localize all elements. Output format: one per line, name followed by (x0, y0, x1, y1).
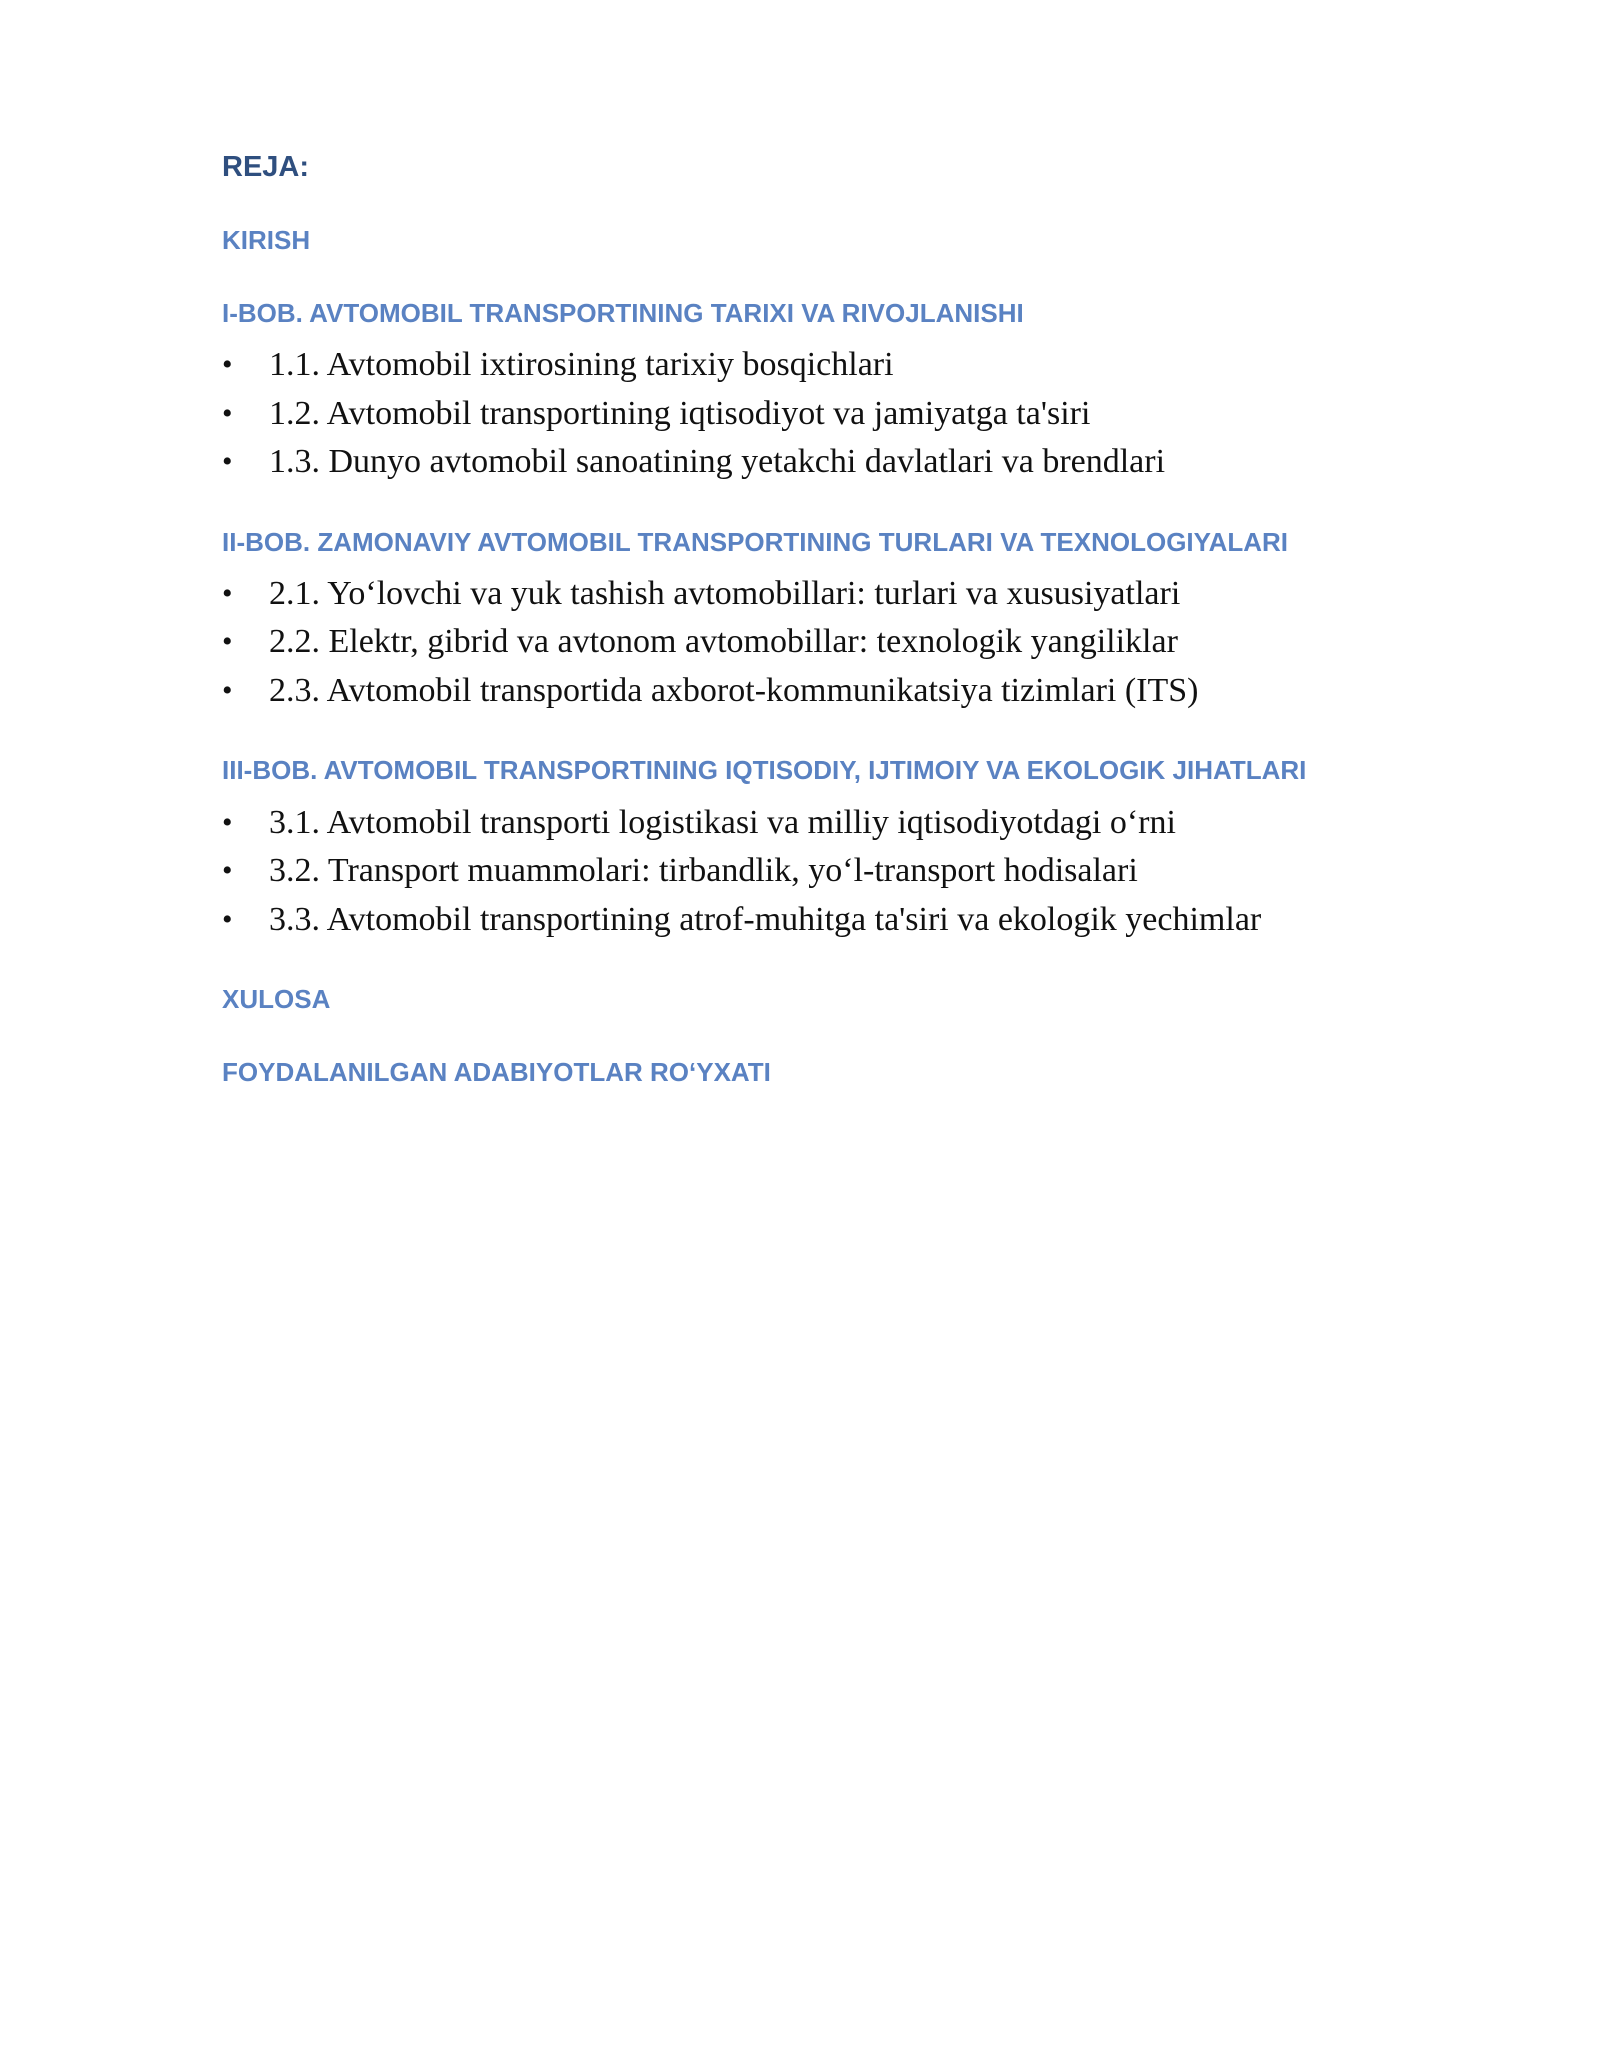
plan-title: REJA: (222, 151, 310, 183)
list-item-text: 1.2. Avtomobil transportining iqtisodiyot va jamiyatga ta'siri (269, 394, 1091, 432)
list-item-text: 2.1. Yo‘lovchi va yuk tashish avtomobillari: turlari va xususiyatlari (269, 574, 1181, 612)
chapter-items (222, 799, 1482, 945)
bullet-icon: • (222, 445, 233, 479)
list-item (222, 618, 1482, 667)
list-item-text: 3.2. Transport muammolari: tirbandlik, yo‘l-transport hodisalari (269, 852, 1138, 890)
list-item-text: 3.3. Avtomobil transportining atrof-muhitga ta'siri va ekologik yechimlar (269, 900, 1262, 938)
bullet-icon: • (222, 673, 233, 707)
list-item (222, 438, 1482, 487)
bullet-icon: • (222, 625, 233, 659)
chapter-heading: I-BOB. AVTOMOBIL TRANSPORTINING TARIXI VA RIVOJLANISHI (222, 297, 1024, 328)
list-item (222, 799, 1482, 848)
plan-content (222, 150, 1482, 1088)
chapter-2 (222, 527, 1482, 716)
chapter-3 (222, 755, 1482, 944)
bullet-icon: • (222, 576, 233, 610)
list-item (222, 896, 1482, 945)
bullet-icon: • (222, 805, 233, 839)
chapter-items (222, 570, 1482, 716)
list-item (222, 341, 1482, 390)
intro-heading: KIRISH (222, 224, 311, 255)
chapter-items (222, 341, 1482, 487)
list-item (222, 667, 1482, 716)
chapter-1 (222, 298, 1482, 487)
list-item-text: 2.2. Elektr, gibrid va avtonom avtomobillar: texnologik yangiliklar (269, 623, 1178, 661)
list-item-text: 3.1. Avtomobil transporti logistikasi va milliy iqtisodiyotdagi o‘rni (269, 803, 1176, 841)
list-item-text: 1.1. Avtomobil ixtirosining tarixiy bosqichlari (269, 346, 894, 384)
bullet-icon: • (222, 348, 233, 382)
conclusion-heading: XULOSA (222, 984, 331, 1015)
bullet-icon: • (222, 396, 233, 430)
bullet-icon: • (222, 902, 233, 936)
references-heading: FOYDALANILGAN ADABIYOTLAR RO‘YXATI (222, 1057, 771, 1088)
chapter-heading: II-BOB. ZAMONAVIY AVTOMOBIL TRANSPORTINING TURLARI VA TEXNOLOGIYALARI (222, 526, 1289, 557)
list-item-text: 1.3. Dunyo avtomobil sanoatining yetakchi davlatlari va brendlari (269, 443, 1166, 481)
list-item (222, 847, 1482, 896)
list-item (222, 570, 1482, 619)
list-item-text: 2.3. Avtomobil transportida axborot-kommunikatsiya tizimlari (ITS) (269, 671, 1199, 709)
list-item (222, 390, 1482, 439)
bullet-icon: • (222, 854, 233, 888)
chapter-heading: III-BOB. AVTOMOBIL TRANSPORTINING IQTISODIY, IJTIMOIY VA EKOLOGIK JIHATLARI (222, 755, 1307, 786)
